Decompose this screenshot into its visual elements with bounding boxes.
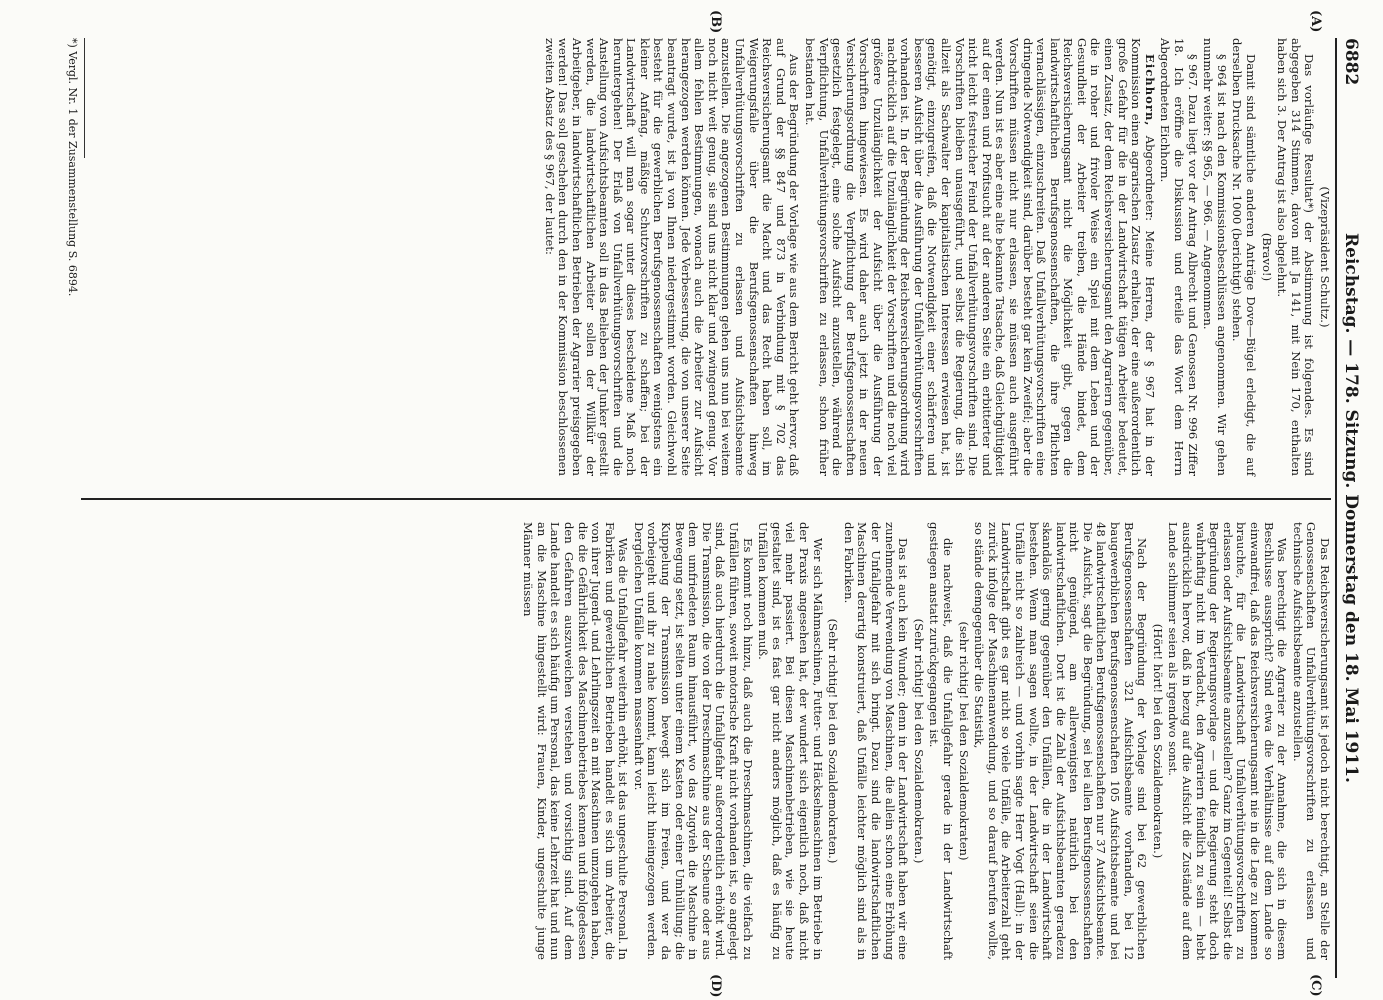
margin-letter-c: (C): [1308, 974, 1323, 997]
text-paragraph: Das ist auch kein Wunder; denn in der Landwirtschaft haben wir eine zunehmende Verwendung von Maschinen, die allein schon eine Erhöhung der Unfallgefahr mit sich bringt. Dazu sind die landwirtschaftlichen Maschinen derartig konstruiert, daß Unfälle leichter möglich sind als in den Fabriken.: [841, 522, 911, 960]
interjection: (Hört! hört! bei den Sozialdemokraten.): [1150, 623, 1165, 859]
margin-letter-b: (B): [708, 10, 723, 34]
interjection: (Bravo!): [1259, 232, 1274, 282]
text-paragraph: Das Reichsversicherungsamt ist jedoch nicht berechtigt, an Stelle der Genossenschaften Unfallverhütungsvorschriften zu erlassen und technische Aufsichtsbeamte anzustellen.: [1290, 522, 1332, 960]
text-paragraph: Wer sich Mähmaschinen, Futter- und Häckselmaschinen im Betriebe in der Praxis angesehen hat, der wundert sich eigentlich noch, daß nicht viel mehr passiert. Bei diesen Maschinenbetrieben, wie sie heute gestaltet sind, ist es fast gar nicht anders möglich, daß es häufig zu Unfällen kommen muß.: [756, 522, 825, 960]
margin-letter-d: (D): [708, 974, 723, 998]
text-paragraph: Was die Unfallgefahr weiterhin erhöht, ist das ungeschulte Personal. In Fabriken und gewerblichen Betrieben handelt es sich um Arbeiter, die von ihrer Jugend- und Lehrlingszeit an mit Maschinen umzugehen haben, die die Gefährlichkeit des Maschinenbetriebes kennen und infolgedessen den Gefahren auszuweichen verstehen und vorsichtig sind. Auf dem Lande handelt es sich häufig um Personal, das keine Lehrzeit hat und nun an die Maschine hingestellt wird: Frauen, Kinder, ungeschulte junge Männer müssen: [521, 522, 631, 960]
right-column: [519, 522, 1331, 960]
column-divider: [81, 498, 1331, 500]
text-paragraph: Das vorläufige Resultat*) der Abstimmung ist folgendes. Es sind abgegeben 314 Stimmen, davon mit Ja 141, mit Nein 170, enthalten haben sich 3. Der Antrag ist also abgelehnt.: [1275, 38, 1317, 476]
text-paragraph: Damit sind sämtliche anderen Anträge Dove—Bügel erledigt, die auf derselben Drucksache Nr. 1000 (berichtigt) stehen.: [1230, 38, 1259, 476]
text-paragraph: die nachweist, daß die Unfallgefahr gerade in der Landwirtschaft gestiegen anstatt zurückgegangen ist.: [927, 522, 955, 960]
speaker-name: Eichhorn,: [1142, 54, 1157, 127]
text-paragraph: Aus der Begründung der Vorlage wie aus dem Bericht geht hervor, daß auf Grund der §§ 847 und 873 in Verbindung mit § 702 das Reichsversicherungsamt die Macht und das Recht haben soll, im Weigerungsfalle über die Berufsgenossenschaften hinweg Unfallverhütungsvorschriften zu erlassen und Aufsichtsbeamte anzustellen. Die angezogenen Bestimmungen gehen uns nun bei weitem noch nicht weit genug, sie sind uns nicht klar und zwingend genug. Vor allem fehlen Bestimmungen, wonach auch die Arbeiter zur Aufsicht herangezogen werden können. Jede Verbesserung, die von unserer Seite beantragt wurde, ist ja von Ihnen niedergestimmt worden. Gleichwohl besteht für die gewerblichen Berufsgenossenschaften wenigstens ein kleiner Anfang, mäßige Schutzvorschriften zu schaffen; bei der Landwirtschaft will man sogar unter dieses bescheidene Maß noch heruntergehen! Der Erlaß von Unfallverhütungsvorschriften und die Anstellung von Aufsichtsbeamten soll in das Belieben der Junker gestellt werden, die landwirtschaftlichen Arbeiter sollen der Willkür der Arbeitgeber, in landwirtschaftlichen Betrieben der Agrarier preisgegeben werden! Das soll geschehen durch den in der Kommission beschlossenen zweiten Absatz des § 967, der lautet:: [542, 38, 802, 476]
text-paragraph: § 967. Dazu liegt vor der Antrag Albrecht und Genossen Nr. 996 Ziffer 18. Ich eröffne die Diskussion und erteile das Wort dem Herrn Abgeordneten Eichhorn.: [1158, 38, 1200, 476]
margin-letter-a: (A): [1308, 10, 1323, 33]
footnote-rule: [84, 38, 85, 158]
page-number: 6882: [1341, 38, 1361, 86]
interjection: (Vizepräsident Schultz.): [1318, 186, 1332, 328]
interjection: (sehr richtig! bei den Sozialdemokraten): [956, 621, 971, 861]
text-paragraph: Es kommt noch hinzu, daß auch die Dreschmaschinen, die vielfach zu Unfällen führen, soweit motorische Kraft nicht vorhanden ist, so angelegt sind, daß auch hierdurch die Unfallgefahr außerordentlich erhöht wird. Die Transmission, die von der Dreschmaschine aus der Scheune oder aus dem umfriedeten Raum hinausführt, wo das Zugvieh die Maschine in Bewegung setzt, ist selten unter einem Kasten oder einer Umhüllung; die Kuppelung der Transmission bewegt sich im Freien, und wer da vorbeigeht und ihr zu nahe kommt, kann leicht hineingezogen werden. Dergleichen Unfälle kommen massenhaft vor.: [631, 522, 755, 960]
speech-text: Abgeordneter: Meine Herren, der § 967 hat in der Kommission einen agrarischen Zusatz erhalten, der eine außerordentlich große Gefahr für die in der Landwirtschaft tätigen Arbeiter bedeutet, einen Zusatz, der dem Reichsversicherungsamt den Agrariern gegenüber, die in roher und frivoler Weise ein Spiel mit dem Leben und der Gesundheit der Arbeiter treiben, die Hände bindet, dem Reichsversicherungsamt nicht die Möglichkeit gibt, gegen die landwirtschaftlichen Berufsgenossenschaften, die ihre Pflichten vernachlässigen, einzuschreiten. Daß Unfallverhütungsvorschriften eine dringende Notwendigkeit sind, darüber besteht gar kein Zweifel; aber die Vorschriften müssen nicht nur erlassen, sie müssen auch ausgeführt werden. Nun ist es aber eine alte bekannte Tatsache, daß Gleichgültigkeit auf der einen und Profitsucht auf der anderen Seite ein erbitterter und nicht leicht festreicher Feind der Unfallverhütungsvorschriften sind. Die Vorschriften bleiben unausgeführt, und selbst die Regierung, die sich allzeit als Sachwalter der kapitalistischen Interessen erwiesen hat, ist genötigt, einzugreifen, daß die Notwendigkeit einer schärferen und besseren Aufsicht über die Ausführung der Unfallverhütungsvorschriften vorhanden ist. In der Begründung der Reichsversicherungsordnung wird nachdrücklich auf die Unzulänglichkeit der Vorschriften und die noch viel größere Unzulänglichkeit der Aufsicht über die Ausführung der Vorschriften hingewiesen. Es wird daher auch jetzt in der neuen Versicherungsordnung die Verpflichtung der Berufsgenossenschaften gesetzlich festgelegt, eine solche Aufsicht anzustellen, während die Verpflichtung, Unfallverhütungsvorschriften zu erlassen, schon früher bestanden hat.: [803, 38, 1157, 476]
footnote: *) Vergl. Nr. 1 der Zusammenstellung S. 6894.: [66, 38, 79, 297]
text-paragraph: Nach der Begründung der Vorlage sind bei 62 gewerblichen Berufsgenossenschaften 321 Aufsichtsbeamte vorhanden, bei 12 baugewerblichen Berufsgenossenschaften 105 Aufsichtsbeamte und bei 48 landwirtschaftlichen Berufsgenossenschaften nur 37 Aufsichtsbeamte. Die Aufsicht, sagt die Begründung, sei bei allen Berufsgenossenschaften nicht genügend, am allerwenigsten natürlich bei den landwirtschaftlichen. Dort ist die Zahl der Aufsichtsbeamten geradezu skandalös gering gegenüber den Unfällen, die in der Landwirtschaft bestehen. Wenn man sagen wollte, in der Landwirtschaft seien die Unfälle nicht so zahlreich — und vorhin sagte Herr Vogt (Hall): in der Landwirtschaft gibt es gar nicht so viele Unfälle, die Arbeiterzahl geht zurück infolge der Maschinenanwendung, und so darauf berufen wollte, so stände demgegenüber die Statistik,: [972, 522, 1150, 960]
page-title: Reichstag. — 178. Sitzung. Donnerstag den 18. Mai 1911.: [1341, 233, 1361, 783]
interjection: (Sehr richtig! bei den Sozialdemokraten.): [826, 618, 841, 864]
interjection: (Sehr richtig! bei den Sozialdemokraten.): [911, 618, 926, 864]
page-header: [1337, 38, 1361, 978]
text-paragraph: Was berechtigt die Agrarier zu der Annahme, die sich in diesem Beschlusse ausspricht? Sind etwa die Verhältnisse auf dem Lande so einwandfrei, daß das Reichsversicherungsamt nie in die Lage zu kommen brauchte, für die Landwirtschaft Unfallverhütungsvorschriften zu erlassen oder Aufsichtsbeamte anzustellen? Ganz im Gegenteil! Selbst die Begründung der Regierungsvorlage — und die Regierung steht doch wahrhaftig nicht im Verdacht, den Agrariern feindlich zu sein — hebt ausdrücklich hervor, daß in bezug auf die Aufsicht die Zustände auf dem Lande schlimmer seien als irgendwo sonst.: [1166, 522, 1290, 960]
left-column: [540, 38, 1331, 476]
text-paragraph: § 964 ist nach den Kommissionsbeschlüssen angenommen. Wir gehen nunmehr weiter: §§ 965, — 966. — Angenommen.: [1201, 38, 1229, 476]
header-rule: [1335, 38, 1337, 978]
speech-paragraph: [802, 38, 1155, 476]
